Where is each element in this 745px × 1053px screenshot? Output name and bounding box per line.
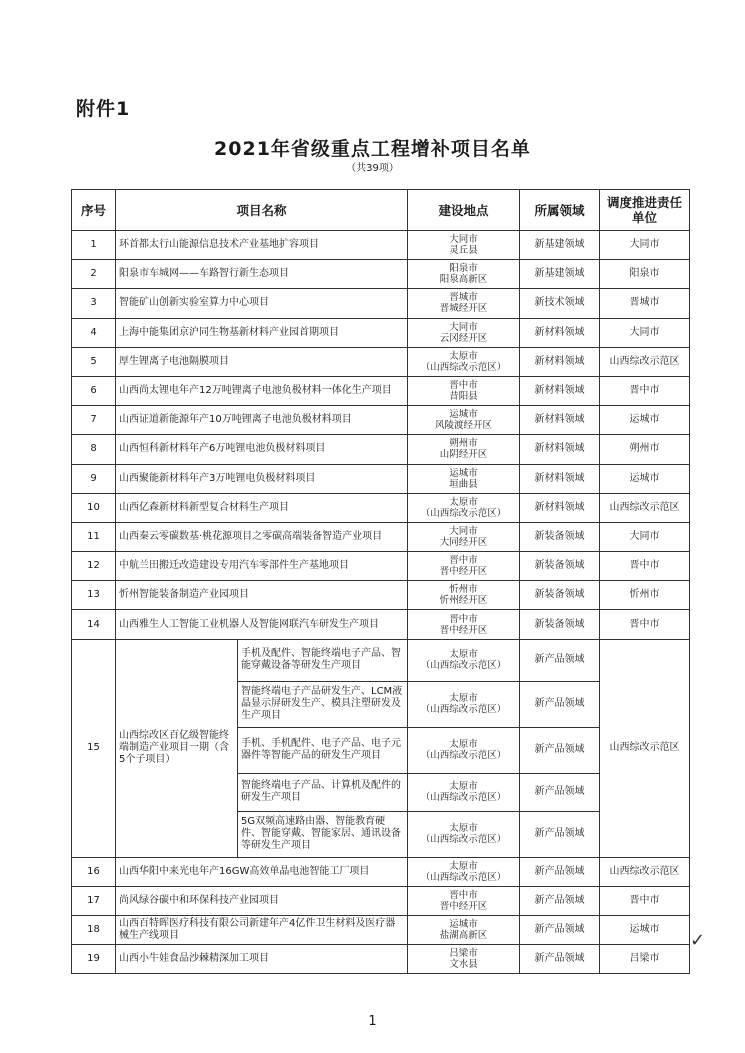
location-city: 运城市 (449, 409, 478, 421)
header-no: 序号 (72, 190, 116, 231)
row-number: 16 (72, 857, 116, 886)
project-name: 山西证道新能源年产10万吨锂离子电池负极材料项目 (116, 406, 408, 435)
location-cell (408, 727, 520, 773)
parent-project-name: 山西综改区百亿级智能终端制造产业项目一期（含5个子项目） (116, 639, 238, 857)
project-table (71, 189, 690, 974)
table-row (72, 260, 690, 289)
table-row (72, 945, 690, 974)
location-city: 朔州市 (449, 438, 478, 450)
header-field: 所属领域 (520, 190, 600, 231)
field-cell: 新材料领域 (520, 493, 600, 522)
row-number: 12 (72, 552, 116, 581)
unit-cell: 晋中市 (600, 376, 690, 405)
field-cell: 新材料领域 (520, 435, 600, 464)
field-cell: 新基建领域 (520, 231, 600, 260)
location-city: 太原市 (449, 496, 478, 508)
location-city: 吕梁市 (449, 948, 478, 960)
page-number: 1 (368, 1014, 377, 1029)
field-cell: 新产品领域 (520, 681, 600, 727)
location-city: 阳泉市 (449, 263, 478, 275)
location-district: 灵丘县 (449, 245, 478, 257)
location-cell (408, 231, 520, 260)
location-cell (408, 886, 520, 915)
row-number: 4 (72, 318, 116, 347)
location-cell (408, 811, 520, 857)
row-number: 7 (72, 406, 116, 435)
table-row (72, 552, 690, 581)
unit-cell: 晋中市 (600, 552, 690, 581)
location-cell (408, 773, 520, 811)
project-name: 厚生锂离子电池隔膜项目 (116, 347, 408, 376)
project-name: 尚风绿谷碳中和环保科技产业园项目 (116, 886, 408, 915)
row-number: 11 (72, 522, 116, 551)
row-number: 10 (72, 493, 116, 522)
sub-project-name: 智能终端电子产品、计算机及配件的研发生产项目 (238, 773, 408, 811)
unit-cell: 晋城市 (600, 289, 690, 318)
project-name: 阳泉市车城网——车路智行新生态项目 (116, 260, 408, 289)
location-district: （山西综改示范区） (420, 834, 507, 846)
location-city: 太原市 (449, 860, 478, 872)
field-cell: 新装备领域 (520, 610, 600, 639)
unit-cell: 运城市 (600, 464, 690, 493)
project-name: 山西秦云零碳数基·桃花源项目之零碳高端装备智造产业项目 (116, 522, 408, 551)
location-district: （山西综改示范区） (420, 660, 507, 672)
unit-cell: 忻州市 (600, 581, 690, 610)
location-cell (408, 464, 520, 493)
unit-cell: 吕梁市 (600, 945, 690, 974)
field-cell: 新技术领域 (520, 289, 600, 318)
field-cell: 新产品领域 (520, 886, 600, 915)
location-city: 忻州市 (449, 584, 478, 596)
project-name: 智能矿山创新实验室算力中心项目 (116, 289, 408, 318)
location-city: 太原市 (449, 739, 478, 751)
field-cell: 新产品领域 (520, 945, 600, 974)
location-district: 山阴经开区 (439, 449, 488, 461)
location-district: 大同经开区 (439, 536, 488, 548)
field-cell: 新装备领域 (520, 552, 600, 581)
table-row (72, 289, 690, 318)
table-row (72, 857, 690, 886)
sub-project-name: 5G双频高速路由器、智能教育硬件、智能穿戴、智能家居、通讯设备等研发生产项目 (238, 811, 408, 857)
project-name: 山西小牛娃食品沙棘精深加工项目 (116, 945, 408, 974)
project-name: 上海中能集团京沪同生物基新材料产业园首期项目 (116, 318, 408, 347)
field-cell: 新产品领域 (520, 639, 600, 681)
unit-cell: 大同市 (600, 318, 690, 347)
field-cell: 新产品领域 (520, 727, 600, 773)
header-location: 建设地点 (408, 190, 520, 231)
field-cell: 新产品领域 (520, 811, 600, 857)
table-row (72, 347, 690, 376)
location-district: 盐湖高新区 (439, 930, 488, 942)
unit-cell: 山西综改示范区 (600, 347, 690, 376)
location-district: 晋中经开区 (439, 900, 488, 912)
table-row (72, 464, 690, 493)
field-cell: 新材料领域 (520, 406, 600, 435)
location-cell (408, 289, 520, 318)
field-cell: 新材料领域 (520, 318, 600, 347)
unit-cell: 山西综改示范区 (600, 493, 690, 522)
location-district: （山西综改示范区） (420, 750, 507, 762)
table-row (72, 231, 690, 260)
location-cell (408, 376, 520, 405)
row-number: 14 (72, 610, 116, 639)
location-district: 忻州经开区 (439, 595, 488, 607)
row-number: 5 (72, 347, 116, 376)
field-cell: 新产品领域 (520, 773, 600, 811)
location-city: 太原市 (449, 781, 478, 793)
field-cell: 新装备领域 (520, 522, 600, 551)
row-number: 19 (72, 945, 116, 974)
location-cell (408, 681, 520, 727)
header-name: 项目名称 (116, 190, 408, 231)
unit-cell: 大同市 (600, 522, 690, 551)
location-district: （山西综改示范区） (420, 792, 507, 804)
location-city: 大同市 (449, 321, 478, 333)
header-unit: 调度推进责任单位 (600, 190, 690, 231)
location-city: 太原市 (449, 350, 478, 362)
table-row (72, 581, 690, 610)
page-title: 2021年省级重点工程增补项目名单 (214, 138, 531, 160)
row-number: 18 (72, 916, 116, 945)
location-cell (408, 945, 520, 974)
page-subtitle: （共39项） (346, 163, 399, 174)
location-cell (408, 406, 520, 435)
field-cell: 新装备领域 (520, 581, 600, 610)
location-district: （山西综改示范区） (420, 361, 507, 373)
location-district: 云冈经开区 (439, 332, 488, 344)
location-city: 大同市 (449, 525, 478, 537)
location-district: 阳泉高新区 (439, 274, 488, 286)
project-name: 山西聚能新材料年产3万吨锂电负极材料项目 (116, 464, 408, 493)
table-header-row (72, 190, 690, 231)
location-cell (408, 522, 520, 551)
field-cell: 新基建领域 (520, 260, 600, 289)
table-row (72, 522, 690, 551)
row-number: 2 (72, 260, 116, 289)
location-district: （山西综改示范区） (420, 704, 507, 716)
sub-project-name: 智能终端电子产品研发生产、LCM液晶显示屏研发生产、模具注塑研发及生产项目 (238, 681, 408, 727)
location-city: 晋中市 (449, 613, 478, 625)
row-number: 13 (72, 581, 116, 610)
location-district: 垣曲县 (449, 478, 478, 490)
location-cell (408, 347, 520, 376)
unit-cell: 运城市 (600, 916, 690, 945)
location-district: 晋中经开区 (439, 566, 488, 578)
location-city: 晋中市 (449, 889, 478, 901)
location-city: 晋城市 (449, 292, 478, 304)
location-cell (408, 639, 520, 681)
row-number: 1 (72, 231, 116, 260)
location-city: 大同市 (449, 234, 478, 246)
row-number: 15 (72, 639, 116, 857)
table-row (72, 639, 690, 681)
location-cell (408, 552, 520, 581)
location-city: 运城市 (449, 467, 478, 479)
project-name: 山西尚太锂电年产12万吨锂离子电池负极材料一体化生产项目 (116, 376, 408, 405)
location-district: 昔阳县 (449, 391, 478, 403)
location-district: 晋中经开区 (439, 624, 488, 636)
project-name: 山西雅生人工智能工业机器人及智能网联汽车研发生产项目 (116, 610, 408, 639)
unit-cell: 朔州市 (600, 435, 690, 464)
check-mark-annotation: ✓ (690, 930, 706, 951)
location-cell (408, 435, 520, 464)
unit-cell: 晋中市 (600, 610, 690, 639)
location-district: 文水县 (449, 959, 478, 971)
table-row (72, 406, 690, 435)
project-name: 山西百特晖医疗科技有限公司新建年产4亿件卫生材料及医疗器械生产线项目 (116, 916, 408, 945)
project-name: 山西华阳中来光电年产16GW高效单晶电池智能工厂项目 (116, 857, 408, 886)
unit-cell: 阳泉市 (600, 260, 690, 289)
sub-project-name: 手机、手机配件、电子产品、电子元器件等智能产品的研发生产项目 (238, 727, 408, 773)
field-cell: 新材料领域 (520, 347, 600, 376)
field-cell: 新材料领域 (520, 376, 600, 405)
unit-cell: 运城市 (600, 406, 690, 435)
location-cell (408, 260, 520, 289)
project-name: 环首都太行山能源信息技术产业基地扩容项目 (116, 231, 408, 260)
field-cell: 新产品领域 (520, 916, 600, 945)
location-cell (408, 610, 520, 639)
location-cell (408, 493, 520, 522)
location-cell (408, 581, 520, 610)
unit-cell: 晋中市 (600, 886, 690, 915)
row-number: 8 (72, 435, 116, 464)
location-cell (408, 857, 520, 886)
location-cell (408, 916, 520, 945)
unit-cell: 山西综改示范区 (600, 639, 690, 857)
table-row (72, 318, 690, 347)
location-district: （山西综改示范区） (420, 507, 507, 519)
field-cell: 新产品领域 (520, 857, 600, 886)
project-name: 山西亿森新材料新型复合材料生产项目 (116, 493, 408, 522)
project-name: 忻州智能装备制造产业园项目 (116, 581, 408, 610)
location-cell (408, 318, 520, 347)
row-number: 17 (72, 886, 116, 915)
table-row (72, 493, 690, 522)
table-row (72, 886, 690, 915)
table-row (72, 435, 690, 464)
location-city: 晋中市 (449, 380, 478, 392)
location-district: 晋城经开区 (439, 303, 488, 315)
unit-cell: 大同市 (600, 231, 690, 260)
location-city: 太原市 (449, 649, 478, 661)
location-city: 晋中市 (449, 555, 478, 567)
location-city: 运城市 (449, 919, 478, 931)
attachment-label: 附件1 (76, 98, 131, 120)
row-number: 3 (72, 289, 116, 318)
table-row (72, 376, 690, 405)
table-row (72, 610, 690, 639)
unit-cell: 山西综改示范区 (600, 857, 690, 886)
location-district: （山西综改示范区） (420, 871, 507, 883)
field-cell: 新材料领域 (520, 464, 600, 493)
project-name: 中航兰田搬迁改造建设专用汽车零部件生产基地项目 (116, 552, 408, 581)
location-city: 太原市 (449, 823, 478, 835)
location-district: 风陵渡经开区 (435, 420, 493, 432)
project-name: 山西恒科新材料年产6万吨锂电池负极材料项目 (116, 435, 408, 464)
row-number: 6 (72, 376, 116, 405)
sub-project-name: 手机及配件、智能终端电子产品、智能穿戴设备等研发生产项目 (238, 639, 408, 681)
location-city: 太原市 (449, 693, 478, 705)
table-row (72, 916, 690, 945)
row-number: 9 (72, 464, 116, 493)
